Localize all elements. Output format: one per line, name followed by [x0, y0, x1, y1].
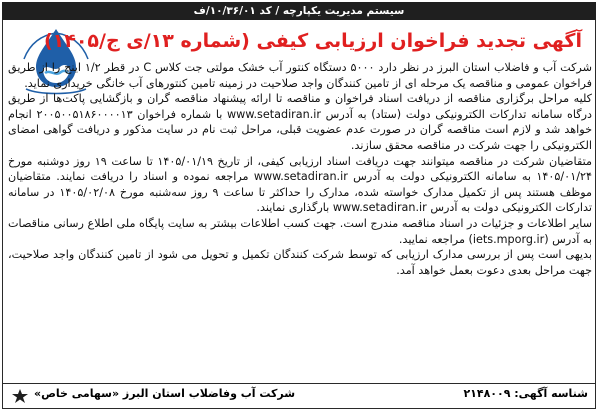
system-header: [2, 2, 596, 20]
paragraph-procedure: کلیه مراحل برگزاری مناقصه از دریافت اسناد فراخوان و مناقصه تا ارائه پیشنهاد مناقصه گران و بازگشایی پاکت‌ها از طریق درگاه سامانه تدارکات الکترونیکی دولت (ستاد) به آدرس www.setadiran.ir با شماره فراخوان ۲۰۰۵۰۰۵۱۸۶۰۰۰۰۱۳ انجام خواهد شد و لازم است مناقصه گران در صورت عدم عضویت قبلی، مراحل ثبت نام در سایت مذکور و دریافت گواهی امضای الکترونیکی را جهت شرکت در مناقصه محقق سازند.: [8, 92, 592, 152]
paragraph-dates: متقاضیان شرکت در مناقصه میتوانند جهت دریافت اسناد ارزیابی کیفی، از تاریخ ۱۴۰۵/۰۱/۱۹ تا ساعت ۱۹ روز دوشنبه مورخ ۱۴۰۵/۰۱/۲۴ به سامانه الکترونیکی دولت به آدرس www.setadiran.ir مراجعه نموده و اسناد را دریافت نمایند. متقاضیان موظف هستند پس از تکمیل مدارک خواسته شده، مدارک را حداکثر تا ساعت ۹ روز سه‌شنبه مورخ ۱۴۰۵/۰۲/۰۸ در سامانه تدارکات الکترونیکی دولت به آدرس www.setadiran.ir بارگذاری نمایند.: [8, 154, 593, 215]
system-line: سیستم مدیریت یکپارچه / کد ۱۰/۳۶/۰۱/ف: [193, 5, 405, 17]
paragraph-invitation: بدیهی است پس از بررسی مدارک ارزیابی که توسط شرکت کنندگان تکمیل و تحویل می شود از تامین کنندگان واجد صلاحیت، جهت مراحل بعدی دعوت بعمل خواهد آمد.: [8, 248, 592, 277]
ad-code: شناسه آگهی: ۲۱۴۸۰۰۹: [463, 387, 588, 400]
ad-footer: [2, 383, 596, 407]
ad-title: آگهی تجدید فراخوان ارزیابی کیفی (شماره ۱۳/ی ج/۱۴۰۵): [43, 30, 582, 52]
paragraph-intro: شرکت آب و فاضلاب استان البرز در نظر دارد ۵۰۰۰ دستگاه کنتور آب خشک مولتی جت کلاس C در قطر ۱/۲ اینچ را از طریق فراخوان عمومی و مناقصه یک مرحله ای از تامین کنندگان واجد صلاحیت در زمینه تامین کنتورهای آب خانگی خریداری نماید.: [8, 61, 592, 90]
ad-body: [8, 60, 592, 372]
star-icon: [12, 389, 28, 403]
paragraph-more-info: سایر اطلاعات و جزئیات در اسناد مناقصه مندرج است. جهت کسب اطلاعات بیشتر به سایت پایگاه ملی اطلاع رسانی مناقصات به آدرس (iets.mporg.ir) مراجعه نمایید.: [8, 216, 592, 246]
company-name: شرکت آب وفاضلاب استان البرز «سهامی خاص»: [34, 387, 296, 400]
